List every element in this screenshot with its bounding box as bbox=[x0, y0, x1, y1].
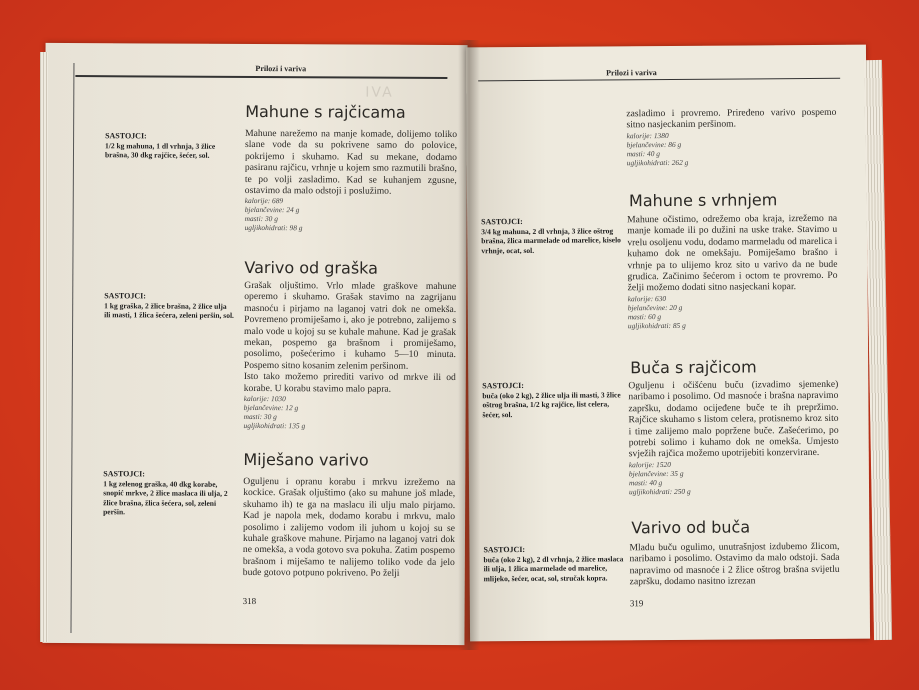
ingredients-text: 3/4 kg mahuna, 2 dl vrhnja, 3 žlice oštrog brašna, žlica marmelade od marelice, kiselo vrhnje, ocat, sol. bbox=[481, 225, 621, 255]
recipe-text: Mahune narežemo na manje komade, dolijemo toliko slane vode da su pokrivene samo do polovice, pokrijemo i skuhamo. Kad su mekane, dodamo pasiranu rajčicu, vrhnje u kojem smo razmutili brašno, te po volji zasladimo. Kad se kuhanjem zgusne, ostavimo da malo odstoji i poslužimo. bbox=[244, 127, 458, 197]
ingredients-label: SASTOJCI: bbox=[483, 545, 526, 555]
recipe-title-varivo-od-graska: Varivo od graška bbox=[244, 257, 379, 278]
recipe-body-3 bbox=[243, 476, 456, 580]
nutrition-calories: kalorije: 689 bbox=[244, 196, 284, 206]
header-rule-right bbox=[478, 78, 840, 82]
recipe-text-note: Isto tako možemo prirediti varivo od mrkve ili od korabe. U korabu stavimo malo papra. bbox=[243, 371, 456, 395]
recipe-text: Oguljenu i opranu korabu i mrkvu izrežemo na kockice. Grašak oljuštimo (ako su mahune još mlade, skuhamo ih) te ga na maslacu ili ulju malo pirjamo. Kad je napola mek, dodamo korabu i mrkvu, malo posolimo i zalijemo vodom ili juhom u kojoj su se kuhale graškove mahune. Pirjamo na laganoj vatri dok ne omekša, a voda gotovo sva pokuha. Zatim pospemo brašnom i miješamo te nalijemo toliko vode da jelo bude gotovo potpuno pokriveno. Po želji bbox=[242, 475, 456, 580]
nutrition-carbs: ugljikohidrati: 98 g bbox=[244, 223, 303, 233]
ingredients-block-4 bbox=[481, 216, 621, 255]
left-page bbox=[42, 43, 467, 645]
nutrition-calories: kalorije: 1520 bbox=[628, 459, 671, 470]
left-margin-line bbox=[70, 63, 74, 633]
nutrition-protein: bjelančevine: 86 g bbox=[626, 139, 682, 150]
nutrition-protein: bjelančevine: 35 g bbox=[628, 468, 684, 479]
book-spine-shadow bbox=[458, 40, 480, 650]
recipe-body-6 bbox=[629, 541, 839, 588]
nutrition-fat: masti: 40 g bbox=[628, 477, 663, 488]
nutrition-protein: bjelančevine: 24 g bbox=[244, 205, 300, 215]
ingredients-block-3 bbox=[103, 469, 233, 517]
recipe-title-buca-s-rajcicom: Buča s rajčicom bbox=[630, 357, 757, 378]
ingredients-text: 1 kg graška, 2 žlice brašna, 2 žlice ulja ili masti, 1 žlica šećera, zeleni peršin, sol. bbox=[104, 300, 234, 320]
ingredients-block-5 bbox=[482, 380, 622, 419]
nutrition-carbs: ugljikohidrati: 250 g bbox=[629, 486, 691, 497]
nutrition-calories: kalorije: 1380 bbox=[626, 130, 669, 141]
ingredients-text: buča (oko 2 kg), 2 dl vrhnja, 2 žlice maslaca ili ulja, 1 žlica marmelade od marelice, mlijeko, šećer, ocat, sol, stručak kopra. bbox=[483, 553, 624, 583]
ingredients-label: SASTOJCI: bbox=[103, 469, 145, 479]
recipe-body-continued bbox=[626, 107, 836, 167]
recipe-text: zasladimo i provremo. Priređeno varivo pospemo sitno nasjeckanim peršinom. bbox=[626, 106, 837, 131]
nutrition-protein: bjelančevine: 20 g bbox=[627, 302, 683, 313]
nutrition-calories: kalorije: 630 bbox=[627, 293, 667, 304]
page-number-left: 318 bbox=[242, 595, 257, 607]
recipe-body-5 bbox=[628, 379, 839, 496]
ingredients-text: 1/2 kg mahuna, 1 dl vrhnja, 3 žlice brašna, 30 dkg rajčice, šećer, sol. bbox=[104, 140, 216, 160]
recipe-title-varivo-od-buca: Varivo od buča bbox=[631, 517, 751, 538]
recipe-title-mahune-s-rajcicama: Mahune s rajčicama bbox=[245, 101, 406, 122]
ingredients-block-2 bbox=[104, 291, 234, 320]
ingredients-text: 1 kg zelenog graška, 40 dkg korabe, snopić mrkve, 2 žlice maslaca ili ulja, 2 žlice brašna, žlica šećera, sol, zeleni peršin. bbox=[103, 478, 228, 517]
recipe-title-mijesano-varivo: Miješano varivo bbox=[243, 449, 369, 470]
nutrition-calories: kalorije: 1030 bbox=[243, 394, 286, 404]
recipe-text: Oguljenu i očišćenu buču (izvadimo sjemenke) naribamo i posolimo. Od masnoće i brašna napravimo zapršku, dodamo ocijeđene buče te ih prepržimo. Rajčice skuhamo s listom celera, protisnemo kroz sito i time zalijemo malo popržene buče. Zašećerimo, po potrebi solimo i kuhamo dok ne omekša. Umjesto svježih rajčica možemo upotrijebiti konzerviranе. bbox=[628, 378, 839, 460]
recipe-body-1 bbox=[245, 128, 458, 234]
ingredients-label: SASTOJCI: bbox=[481, 217, 523, 227]
recipe-body-4 bbox=[627, 213, 838, 330]
nutrition-carbs: ugljikohidrati: 135 g bbox=[243, 421, 306, 431]
nutrition-fat: masti: 30 g bbox=[244, 214, 278, 224]
page-number-right: 319 bbox=[629, 598, 644, 609]
nutrition-fat: masti: 60 g bbox=[627, 311, 662, 322]
nutrition-carbs: ugljikohidrati: 85 g bbox=[627, 320, 686, 331]
nutrition-fat: masti: 40 g bbox=[626, 148, 660, 159]
recipe-text: Grašak oljuštimo. Vrlo mlade graškove mahune operemo i skuhamo. Grašak stavimo na zagrijanu masnoću i pirjamo na laganoj vatri dok ne omekša. Povremeno promiješamo i, ako je potrebno, zalijemo s malo vode u kojoj su se kuhale mahune. Kad je grašak mekan, pospemo ga brašnom i promiješamo, posolimo, pošećerimo i kuhamo 5—10 minuta. Pospemo sitno kosanim zelenim peršinom. bbox=[243, 279, 457, 372]
bleed-through: IVA bbox=[365, 84, 394, 101]
recipe-text: Mladu buču ogulimo, unutrašnjost izdubemo žlicom, naribamo i posolimo. Ostavimo da malo odstoji. Sada napravimo od masnoće i 2 žlice oštrog brašna svijetlu zapršku, dodamo nasitno izrezan bbox=[629, 540, 840, 588]
nutrition-carbs: ugljikohidrati: 262 g bbox=[626, 157, 689, 168]
running-head-right: Prilozi i variva bbox=[606, 68, 657, 78]
running-head-left: Prilozi i variva bbox=[255, 63, 307, 74]
recipe-body-2 bbox=[244, 280, 457, 431]
recipe-title-mahune-s-vrhnjem: Mahune s vrhnjem bbox=[628, 190, 778, 211]
ingredients-label: SASTOJCI: bbox=[482, 381, 524, 391]
ingredients-block-6 bbox=[483, 544, 623, 583]
ingredients-label: SASTOJCI: bbox=[104, 291, 146, 301]
recipe-text: Mahune očistimo, odrežemo oba kraja, izrežemo na manje komade ili po dužini na uske trake. Stavimo u vrelu osoljenu vodu, dodamo marmeladu od marelica i kuhamo dok ne omekšaju. Pomiješamo brašno i vrhnje pa to ulijemo kroz sito u varivo da ne bude grudica. Začinimo šećerom i octom te provremo. Po želji možemo dodati sitno nasjeckani kopar. bbox=[627, 212, 838, 294]
nutrition-fat: masti: 30 g bbox=[243, 412, 277, 422]
nutrition-protein: bjelančevine: 12 g bbox=[243, 403, 299, 413]
page-edges-left bbox=[40, 52, 48, 642]
ingredients-text: buča (oko 2 kg), 2 žlice ulja ili masti, 3 žlice oštrog brašna, 1/2 kg rajčice, list celera, šećer, sol. bbox=[482, 389, 621, 419]
ingredients-block-1 bbox=[105, 131, 235, 160]
ingredients-label: SASTOJCI: bbox=[105, 131, 147, 141]
right-page bbox=[466, 45, 870, 642]
header-rule-left bbox=[75, 75, 447, 79]
